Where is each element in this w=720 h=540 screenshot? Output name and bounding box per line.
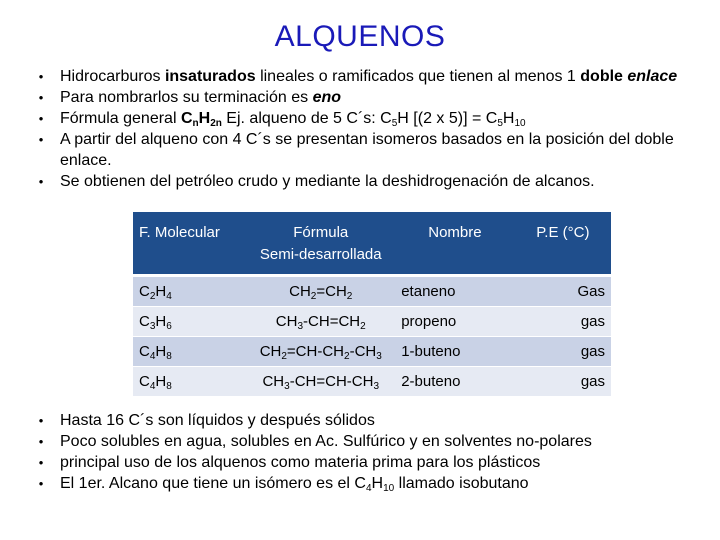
- cell-semi: $CH_2=CH_2$: [246, 276, 395, 307]
- table-row: [133, 276, 611, 307]
- table-header-row: [133, 212, 611, 276]
- bullet-terminacion: • Para nombrarlos su terminación es eno: [30, 87, 690, 108]
- bullet-icon: •: [38, 90, 44, 105]
- cell-molecular: $C_3H_6$: [133, 307, 246, 337]
- bullet-icon: •: [38, 111, 44, 126]
- cell-nombre: etaneno: [395, 276, 514, 307]
- bullet-insaturados: • Hidrocarburos insaturados lineales o ramificados que tienen al menos 1 doble enlace: [30, 66, 690, 87]
- top-bullet-list: [30, 66, 690, 192]
- bullet-estado: • Hasta 16 C´s son líquidos y después sólidos: [30, 410, 690, 431]
- bullet-icon: •: [38, 69, 44, 84]
- cell-nombre: 1-buteno: [395, 337, 514, 367]
- cell-semi: $CH_3-CH=CH_2$: [246, 307, 395, 337]
- header-formula: Fórmula Semi-desarrollada: [246, 212, 395, 276]
- cell-semi: $CH_2=CH-CH_2-CH_3$: [246, 337, 395, 367]
- cell-pe: gas: [515, 337, 611, 367]
- alkenes-table: [133, 212, 611, 397]
- cell-nombre: 2-buteno: [395, 367, 514, 397]
- bullet-obtencion: • Se obtienen del petróleo crudo y mediante la deshidrogenación de alcanos.: [30, 171, 690, 192]
- cell-pe: gas: [515, 307, 611, 337]
- bullet-icon: •: [38, 132, 44, 147]
- cell-semi: $CH_3-CH=CH-CH_3$: [246, 367, 395, 397]
- bottom-bullet-list: [30, 410, 690, 494]
- cell-molecular: $C_2H_4$: [133, 276, 246, 307]
- bullet-icon: •: [38, 174, 44, 189]
- header-molecular: F. Molecular: [133, 212, 246, 276]
- bullet-isomeros: • A partir del alqueno con 4 C´s se presentan isomeros basados en la posición del doble enlace.: [30, 129, 690, 171]
- bullet-uso: • principal uso de los alquenos como materia prima para los plásticos: [30, 452, 690, 473]
- bullet-icon: •: [38, 413, 44, 428]
- table-row: [133, 307, 611, 337]
- bullet-solubilidad: • Poco solubles en agua, solubles en Ac. Sulfúrico y en solventes no-polares: [30, 431, 690, 452]
- cell-molecular: $C_4H_8$: [133, 337, 246, 367]
- cell-molecular: $C_4H_8$: [133, 367, 246, 397]
- bullet-icon: •: [38, 476, 44, 491]
- bullet-isobutano: • El 1er. Alcano que tiene un isómero es el $C_4H_{10}$ llamado isobutano: [30, 473, 690, 494]
- slide-title: ALQUENOS: [274, 20, 446, 53]
- header-nombre: Nombre: [395, 212, 514, 276]
- cell-nombre: propeno: [395, 307, 514, 337]
- cell-pe: gas: [515, 367, 611, 397]
- table-row: [133, 337, 611, 367]
- table-row: [133, 367, 611, 397]
- bullet-formula-general: • Fórmula general $C_nH_{2n}$ Ej. alqueno de 5 C´s: $C_5H$ [(2 x $5)] = C_5H_{10}$: [30, 108, 690, 129]
- bullet-icon: •: [38, 434, 44, 449]
- bullet-icon: •: [38, 455, 44, 470]
- cell-pe: Gas: [515, 276, 611, 307]
- header-pe: P.E (°C): [515, 212, 611, 276]
